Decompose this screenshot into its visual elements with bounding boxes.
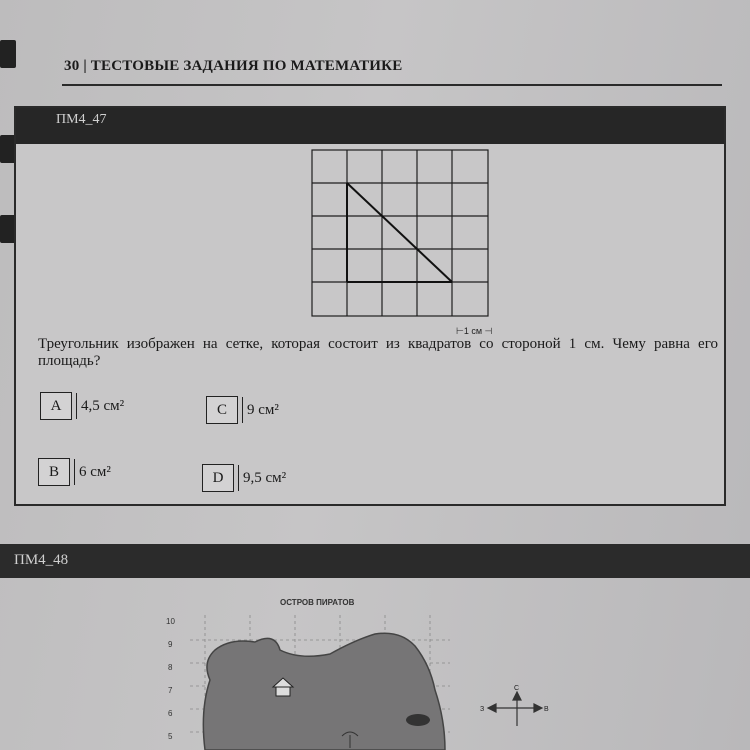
option-value: 6 см² [74, 459, 111, 485]
task-header-bar [0, 544, 750, 578]
option-value: 9 см² [242, 397, 279, 423]
answer-option-d[interactable] [202, 464, 286, 492]
answer-option-c[interactable] [206, 396, 279, 424]
option-letter: A [40, 392, 72, 420]
map-title: ОСТРОВ ПИРАТОВ [280, 598, 355, 607]
binder-ring [0, 40, 16, 68]
page-header-title: 30 | ТЕСТОВЫЕ ЗАДАНИЯ ПО МАТЕМАТИКЕ [64, 58, 403, 74]
task-code: ПМ4_47 [56, 112, 107, 127]
compass-icon [488, 692, 542, 726]
question-text: Треугольник изображен на сетке, которая состоит из квадратов со стороной 1 см. Чему равна его площадь? [38, 336, 718, 369]
answer-option-b[interactable] [38, 458, 111, 486]
scale-label: ⊢1 см ⊣ [456, 326, 493, 336]
pirate-island-map [160, 610, 580, 750]
option-value: 4,5 см² [76, 393, 124, 419]
compass-north-label: С [514, 685, 520, 692]
task-header-bar [16, 108, 724, 144]
answer-option-a[interactable] [40, 392, 124, 420]
y-axis-ticks [166, 617, 175, 741]
option-letter: C [206, 396, 238, 424]
island-shape [203, 633, 445, 750]
y-tick: 9 [168, 640, 173, 649]
square-grid-figure [310, 148, 490, 318]
task-code: ПМ4_48 [14, 552, 69, 568]
y-tick: 8 [168, 663, 173, 672]
rock-icon [406, 714, 430, 726]
compass-east-label: В [544, 706, 549, 713]
option-letter: D [202, 464, 234, 492]
option-letter: B [38, 458, 70, 486]
y-tick: 5 [168, 732, 173, 741]
option-value: 9,5 см² [238, 465, 286, 491]
y-tick: 10 [166, 617, 175, 626]
header-divider [62, 84, 722, 86]
y-tick: 7 [168, 686, 173, 695]
y-tick: 6 [168, 709, 173, 718]
triangle-shape [347, 183, 452, 282]
task-card-1 [14, 106, 726, 506]
compass-west-label: З [480, 706, 485, 713]
